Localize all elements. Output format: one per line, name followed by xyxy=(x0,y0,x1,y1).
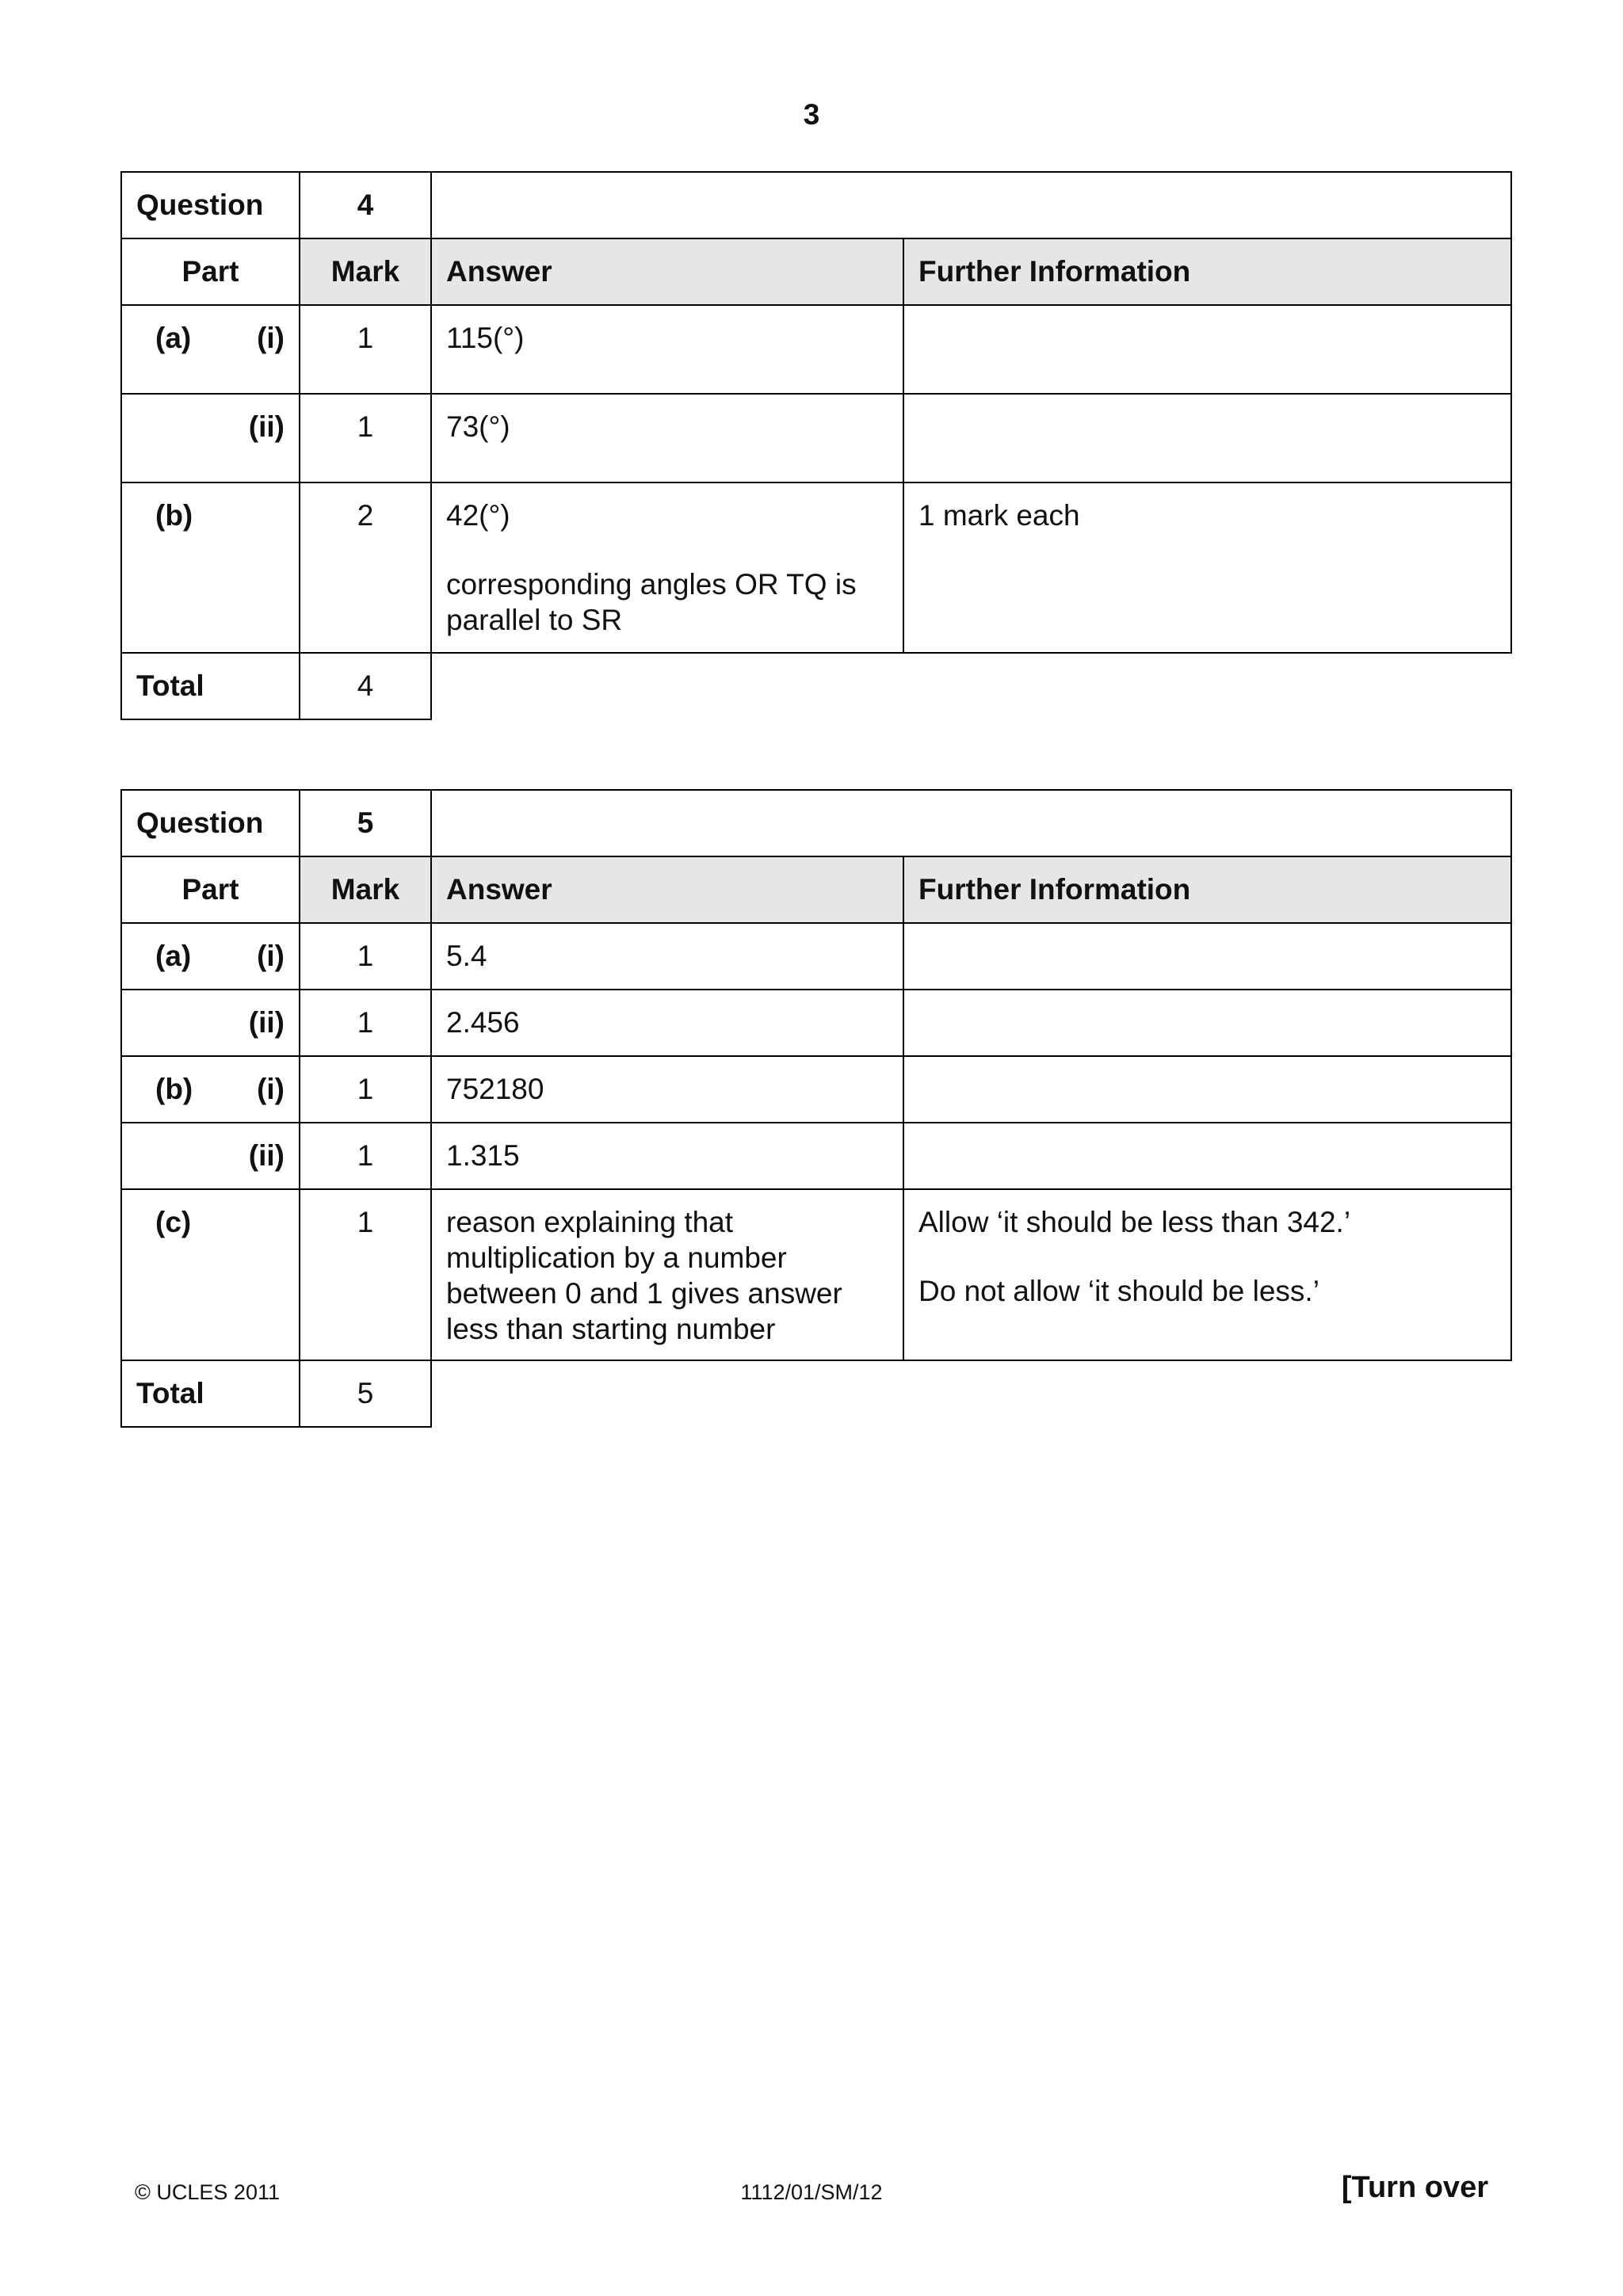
question-number: 4 xyxy=(300,172,431,238)
part-letter: (b) xyxy=(155,499,193,532)
answer-header: Answer xyxy=(431,856,903,923)
part-cell xyxy=(121,923,300,990)
part-cell xyxy=(121,1123,300,1189)
answer-line: corresponding angles OR TQ is parallel to SR xyxy=(446,568,857,636)
table-row xyxy=(121,923,1511,990)
total-row xyxy=(121,1360,1511,1427)
further-cell xyxy=(903,1189,1511,1360)
further-cell xyxy=(903,990,1511,1056)
question-label: Question xyxy=(121,790,300,856)
further-cell: 1 mark each xyxy=(903,482,1511,653)
further-information-header: Further Information xyxy=(903,238,1511,305)
mark-cell: 1 xyxy=(300,1123,431,1189)
part-cell xyxy=(121,1056,300,1123)
answer-header: Answer xyxy=(431,238,903,305)
further-line: Allow ‘it should be less than 342.’ xyxy=(918,1206,1351,1238)
mark-cell: 1 xyxy=(300,1056,431,1123)
part-header: Part xyxy=(121,856,300,923)
question-label: Question xyxy=(121,172,300,238)
total-value: 5 xyxy=(300,1360,431,1427)
further-cell xyxy=(903,1056,1511,1123)
further-line: Do not allow ‘it should be less.’ xyxy=(918,1275,1319,1307)
further-cell xyxy=(903,394,1511,482)
mark-cell: 1 xyxy=(300,923,431,990)
answer-cell: 1.315 xyxy=(431,1123,903,1189)
table-row xyxy=(121,305,1511,394)
question-header-row xyxy=(121,790,1511,856)
part-roman: (ii) xyxy=(248,1139,285,1172)
answer-cell: 115(°) xyxy=(431,305,903,394)
part-cell xyxy=(121,305,300,394)
question-5-table xyxy=(120,789,1512,1428)
part-cell xyxy=(121,482,300,653)
document-code: 1112/01/SM/12 xyxy=(740,2180,883,2204)
mark-cell: 1 xyxy=(300,990,431,1056)
part-letter: (b) xyxy=(155,1073,193,1105)
table-row xyxy=(121,482,1511,653)
mark-cell: 1 xyxy=(300,1189,431,1360)
part-roman: (i) xyxy=(257,1073,285,1105)
answer-cell xyxy=(431,482,903,653)
mark-cell: 1 xyxy=(300,305,431,394)
part-cell xyxy=(121,1189,300,1360)
question-header-blank xyxy=(431,790,1511,856)
answer-cell: reason explaining that multiplication by a number between 0 and 1 gives answer less than starting number xyxy=(431,1189,903,1360)
column-header-row xyxy=(121,238,1511,305)
further-cell xyxy=(903,1123,1511,1189)
part-letter: (a) xyxy=(155,322,192,354)
table-row xyxy=(121,1056,1511,1123)
part-cell xyxy=(121,990,300,1056)
part-cell xyxy=(121,394,300,482)
total-blank xyxy=(431,653,1511,719)
question-4-table xyxy=(120,171,1512,720)
part-roman: (ii) xyxy=(248,1006,285,1039)
part-roman: (ii) xyxy=(248,410,285,443)
table-row xyxy=(121,394,1511,482)
mark-cell: 1 xyxy=(300,394,431,482)
page-number: 3 xyxy=(803,98,820,131)
part-roman: (i) xyxy=(257,940,285,972)
answer-cell: 2.456 xyxy=(431,990,903,1056)
question-header-blank xyxy=(431,172,1511,238)
total-label: Total xyxy=(121,1360,300,1427)
question-header-row xyxy=(121,172,1511,238)
part-header: Part xyxy=(121,238,300,305)
table-row xyxy=(121,990,1511,1056)
total-row xyxy=(121,653,1511,719)
further-cell xyxy=(903,305,1511,394)
copyright-notice: © UCLES 2011 xyxy=(135,2180,280,2204)
answer-cell: 5.4 xyxy=(431,923,903,990)
part-letter: (c) xyxy=(155,1206,192,1238)
further-information-header: Further Information xyxy=(903,856,1511,923)
answer-cell: 73(°) xyxy=(431,394,903,482)
turn-over-label: [Turn over xyxy=(1341,2171,1488,2204)
answer-cell: 752180 xyxy=(431,1056,903,1123)
total-label: Total xyxy=(121,653,300,719)
table-row xyxy=(121,1123,1511,1189)
column-header-row xyxy=(121,856,1511,923)
total-value: 4 xyxy=(300,653,431,719)
mark-cell: 2 xyxy=(300,482,431,653)
part-roman: (i) xyxy=(257,322,285,354)
answer-line: 42(°) xyxy=(446,499,510,532)
mark-header: Mark xyxy=(300,238,431,305)
question-number: 5 xyxy=(300,790,431,856)
total-blank xyxy=(431,1360,1511,1427)
further-cell xyxy=(903,923,1511,990)
mark-header: Mark xyxy=(300,856,431,923)
part-letter: (a) xyxy=(155,940,192,972)
table-row xyxy=(121,1189,1511,1360)
